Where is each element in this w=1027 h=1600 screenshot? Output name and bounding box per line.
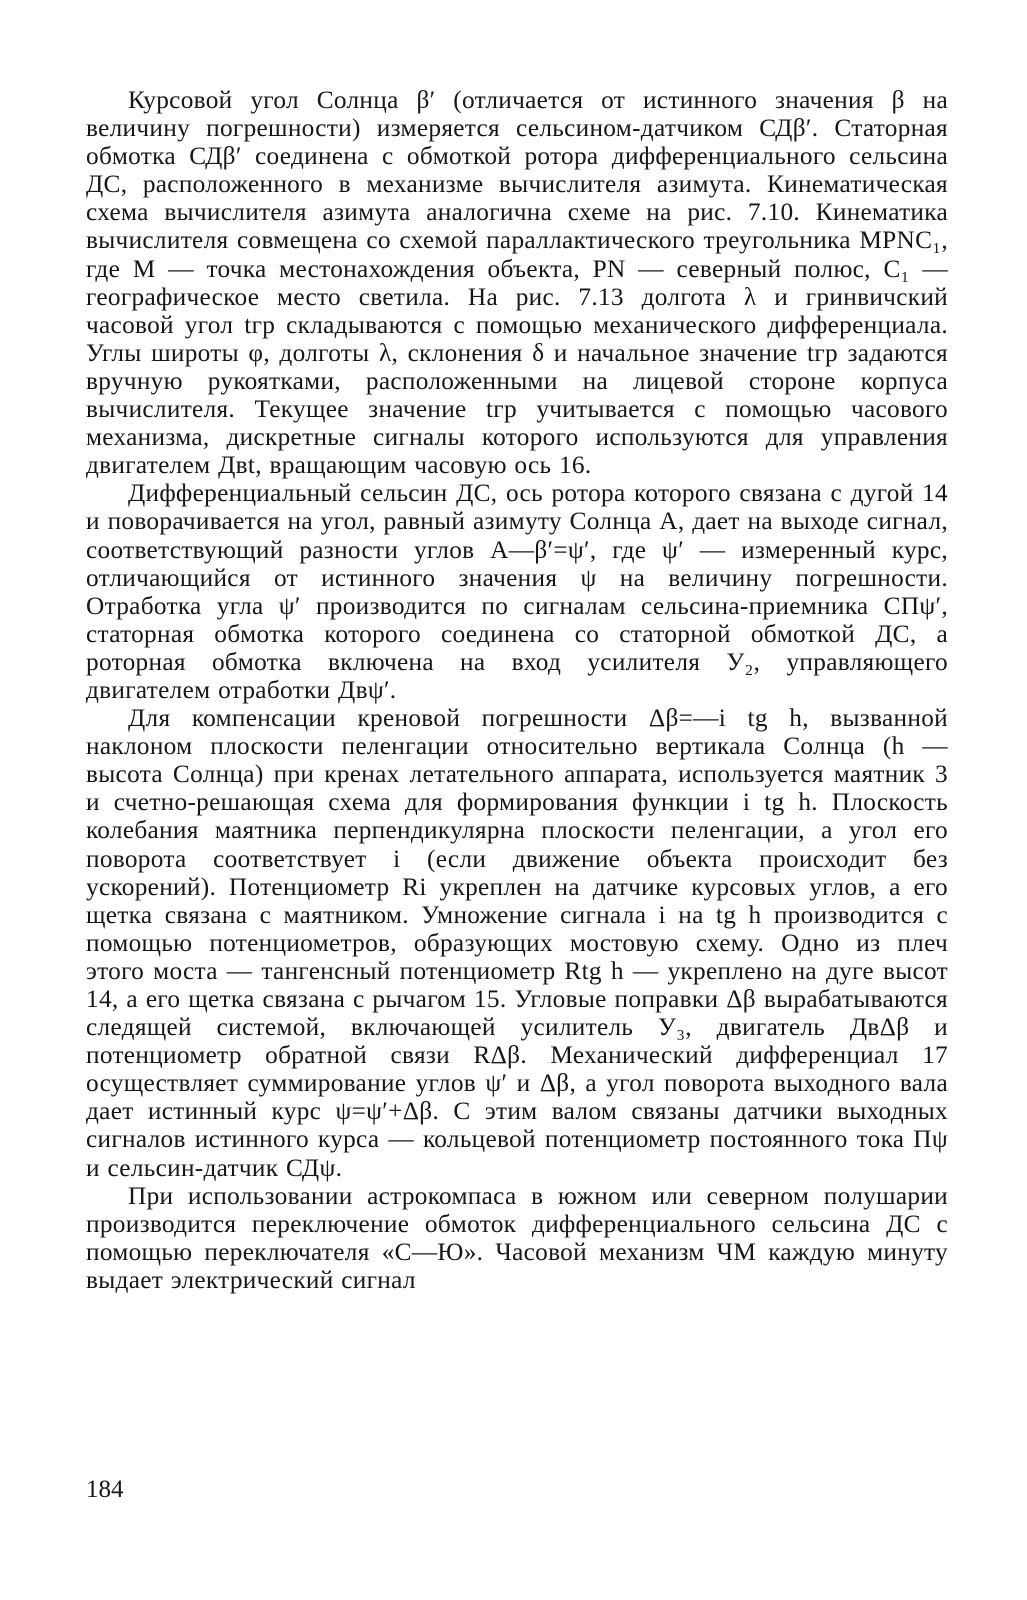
paragraph: Для компенсации креновой погрешности Δβ=—i tg h, вызванной наклоном плоскости пеленгации относительно вертикала Солнца (h — высота Солнца) при кренах летательного аппарата, используется маятник 3 и счетно-решающая схема для формирования функции i tg h. Плоскость колебания маятника перпендикулярна плоскости пеленгации, а угол его поворота соответствует i (если движение объекта происходит без ускорений). Потенциометр Ri укреплен на датчике курсовых углов, а его щетка связана с маятником. Умножение сигнала i на tg h производится с помощью потенциометров, образующих мостовую схему. Одно из плеч этого моста — тангенсный потенциометр Rtg h — укреплено на дуге высот 14, а его щетка связана с рычагом 15. Угловые поправки Δβ вырабатываются следящей системой, включающей усилитель У₃, двигатель ДвΔβ и потенциометр обратной связи RΔβ. Механический дифференциал 17 осуществляет суммирование углов ψ′ и Δβ, а угол поворота выходного вала дает истинный курс ψ=ψ′+Δβ. С этим валом связаны датчики выходных сигналов истинного курса — кольцевой потенциометр постоянного тока Пψ и сельсин-датчик СДψ. bbox=[86, 704, 948, 1182]
paragraph: Курсовой угол Солнца β′ (отличается от истинного значения β на величину погрешности) измеряется сельсином-датчиком СДβ′. Статорная обмотка СДβ′ соединена с обмоткой ротора дифференциального сельсина ДС, расположенного в механизме вычислителя азимута. Кинематическая схема вычислителя азимута аналогична схеме на рис. 7.10. Кинематика вычислителя совмещена со схемой параллактического треугольника MPNC₁, где M — точка местонахождения объекта, PN — северный полюс, C₁ — географическое место светила. На рис. 7.13 долгота λ и гринвичский часовой угол tгр складываются с помощью механического дифференциала. Углы широты φ, долготы λ, склонения δ и начальное значение tгр задаются вручную рукоятками, расположенными на лицевой стороне корпуса вычислителя. Текущее значение tгр учитывается с помощью часового механизма, дискретные сигналы которого используются для управления двигателем Двt, вращающим часовую ось 16. bbox=[86, 86, 948, 480]
paragraph: Дифференциальный сельсин ДС, ось ротора которого связана с дугой 14 и поворачивается на угол, равный азимуту Солнца A, дает на выходе сигнал, соответствующий разности углов A—β′=ψ′, где ψ′ — измеренный курс, отличающийся от истинного значения ψ на величину погрешности. Отработка угла ψ′ производится по сигналам сельсина-приемника СПψ′, статорная обмотка которого соединена со статорной обмоткой ДС, а роторная обмотка включена на вход усилителя У₂, управляющего двигателем отработки Двψ′. bbox=[86, 479, 948, 704]
page-number: 184 bbox=[86, 1476, 124, 1503]
paragraph: При использовании астрокомпаса в южном или северном полушарии производится переключение обмоток дифференциального сельсина ДС с помощью переключателя «С—Ю». Часовой механизм ЧМ каждую минуту выдает электрический сигнал bbox=[86, 1181, 948, 1294]
document-body bbox=[86, 86, 948, 1294]
